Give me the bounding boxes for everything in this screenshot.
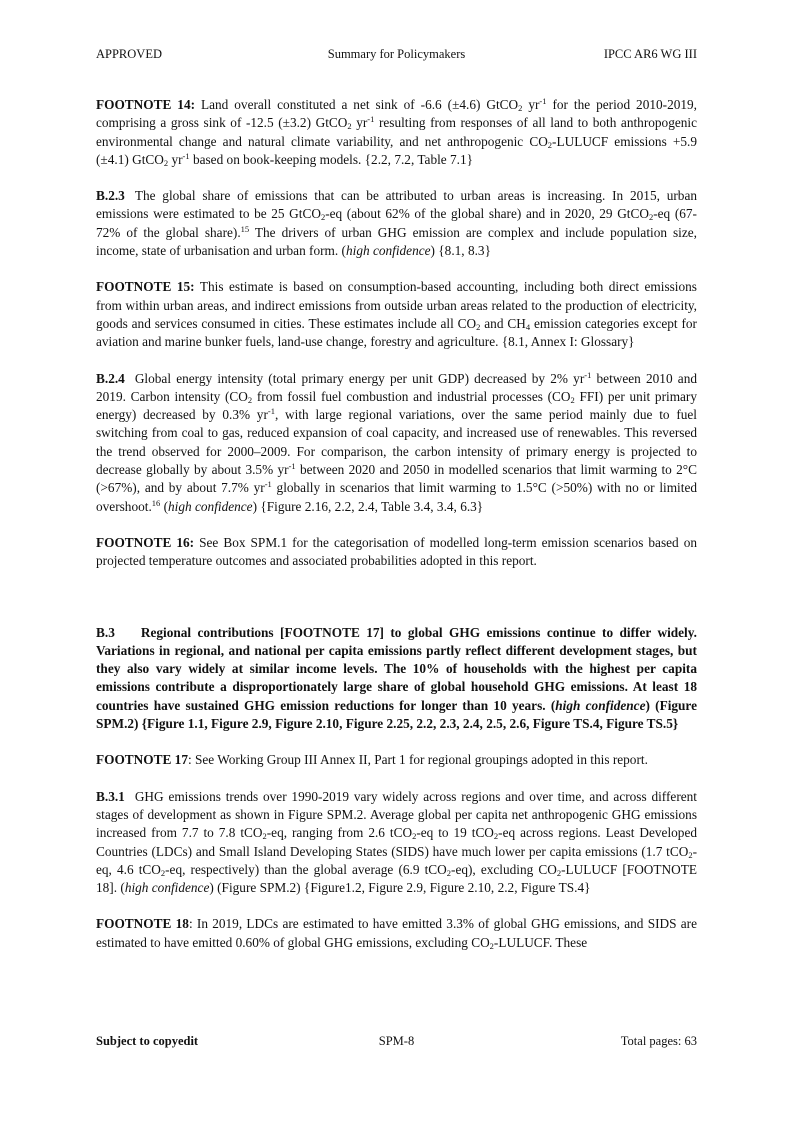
page-header (96, 47, 697, 65)
footnote-14: FOOTNOTE 14: Land overall constituted a net sink of -6.6 (±4.6) GtCO$_2$ $yr^{-1}$ for the period 2010-2019, comprising a gross sink of -12.5 (±3.2) GtCO$_2$ $yr^{-1}$ resulting from responses of all land to both anthropogenic environmental change and natural climate variability, and net anthropogenic $CO_2$-LULUCF emissions +5.9 (±4.1) GtCO$_2$ $yr^{-1}$ based on book-keeping models. {2.2, 7.2, Table 7.1} (96, 96, 697, 168)
page-number: SPM-8 (378, 1034, 415, 1048)
confidence-tag: high confidence (555, 697, 646, 713)
footnote-18: FOOTNOTE 18: In 2019, LDCs are estimated to have emitted 3.3% of global GHG emissions, and SIDS are estimated to have emitted 0.60% of global GHG emissions, excluding $CO_2$-LULUCF. These (96, 916, 698, 951)
section-b3-headline: B.3 Regional contributions [FOOTNOTE 17] to global GHG emissions continue to differ widely. Variations in regional, and national per capita emissions partly reflect different development stages, but they also vary widely at similar income levels. The 10% of households with the highest per capita emissions contribute a disproportionately large share of global household GHG emissions. At least 18 countries have sustained GHG emission reductions for longer than 10 years. (high confidence) (Figure SPM.2) {Figure 1.1, Figure 2.9, Figure 2.10, Figure 2.25, 2.2, 2.3, 2.4, 2.5, 2.6, Figure TS.4, Figure TS.5} (96, 624, 697, 732)
total-pages: Total pages: 63 (620, 1034, 697, 1048)
header-status: APPROVED (96, 47, 162, 61)
footnote-label: FOOTNOTE 14: (96, 97, 196, 112)
header-report: IPCC AR6 WG III (603, 47, 697, 61)
section-label: B.2.3 (96, 188, 125, 204)
footnote-label: FOOTNOTE 17 (96, 752, 188, 768)
paragraph-b23: B.2.3 The global share of emissions that can be attributed to urban areas is increasing. In 2015, urban emissions were estimated to be 25 GtCO$_2$-eq (about 62% of the global share) and in 2020, 29 GtCO$_2$-eq (67-72% of the global share).$^{15}$ The drivers of urban GHG emission are complex and include population size, income, state of urbanisation and urban form. (high confidence) {8.1, 8.3} (96, 188, 697, 259)
footer-status: Subject to copyedit (96, 1034, 199, 1048)
confidence-tag: high confidence (168, 498, 253, 514)
footnote-label: FOOTNOTE 18 (96, 916, 189, 932)
page-footer (96, 1034, 697, 1052)
footnote-15: FOOTNOTE 15: This estimate is based on consumption-based accounting, including both direct emissions from within urban areas, and indirect emissions from outside urban areas related to the production of electricity, goods and services consumed in cities. These estimates include all $CO_2$ and $CH_4$ emission categories except for aviation and marine bunker fuels, land-use change, forestry and agriculture. {8.1, Annex I: Glossary} (96, 279, 697, 350)
section-label: B.3 (96, 624, 115, 640)
section-label: B.3.1 (96, 788, 125, 804)
document-body (96, 96, 697, 952)
confidence-tag: high confidence (345, 243, 431, 259)
header-title: Summary for Policymakers (327, 47, 466, 61)
footnote-label: FOOTNOTE 16: (96, 534, 195, 550)
footnote-16: FOOTNOTE 16: See Box SPM.1 for the categorisation of modelled long-term emission scenarios based on projected temperature outcomes and associated probabilities adopted in this report. (96, 534, 697, 569)
footnote-ref-15: 15 (240, 223, 250, 234)
footnote-ref-16: 16 (151, 497, 161, 508)
footnote-17: FOOTNOTE 17: See Working Group III Annex II, Part 1 for regional groupings adopted in this report. (96, 752, 648, 768)
footnote-label: FOOTNOTE 15: (96, 279, 195, 295)
confidence-tag: high confidence (124, 880, 210, 896)
paragraph-b24: B.2.4 Global energy intensity (total primary energy per unit GDP) decreased by 2% $yr^{-1}$ between 2010 and 2019. Carbon intensity ($CO_2$ from fossil fuel combustion and industrial processes ($CO_2$ FFI) per unit primary energy) decreased by 0.3% $yr^{-1}$, with large regional variations, over the same period mainly due to fuel switching from coal to gas, reduced expansion of coal capacity, and increased use of renewables. This reversed the trend observed for 2000–2009. For comparison, the carbon intensity of primary energy is projected to decrease globally by about 3.5% $yr^{-1}$ between 2020 and 2050 in modelled scenarios that limit warming to 2°C (>67%), and by about 7.7% $yr^{-1}$ globally in scenarios that limit warming to 1.5°C (>50%) with no or limited overshoot.$^{16}$ (high confidence) {Figure 2.16, 2.2, 2.4, Table 3.4, 3.4, 6.3} (96, 369, 698, 514)
paragraph-b31: B.3.1 GHG emissions trends over 1990-2019 vary widely across regions and over time, and across different stages of development as shown in Figure SPM.2. Average global per capita net anthropogenic GHG emissions increased from 7.7 to 7.8 tCO$_2$-eq, ranging from 2.6 tCO$_2$-eq to 19 tCO$_2$-eq across regions. Least Developed Countries (LDCs) and Small Island Developing States (SIDS) have much lower per capita emissions (1.7 tCO$_2$-eq, 4.6 tCO$_2$-eq, respectively) than the global average (6.9 tCO$_2$-eq), excluding $CO_2$-LULUCF [FOOTNOTE 18]. (high confidence) (Figure SPM.2) {Figure1.2, Figure 2.9, Figure 2.10, 2.2, Figure TS.4} (96, 788, 697, 896)
section-label: B.2.4 (96, 370, 125, 386)
